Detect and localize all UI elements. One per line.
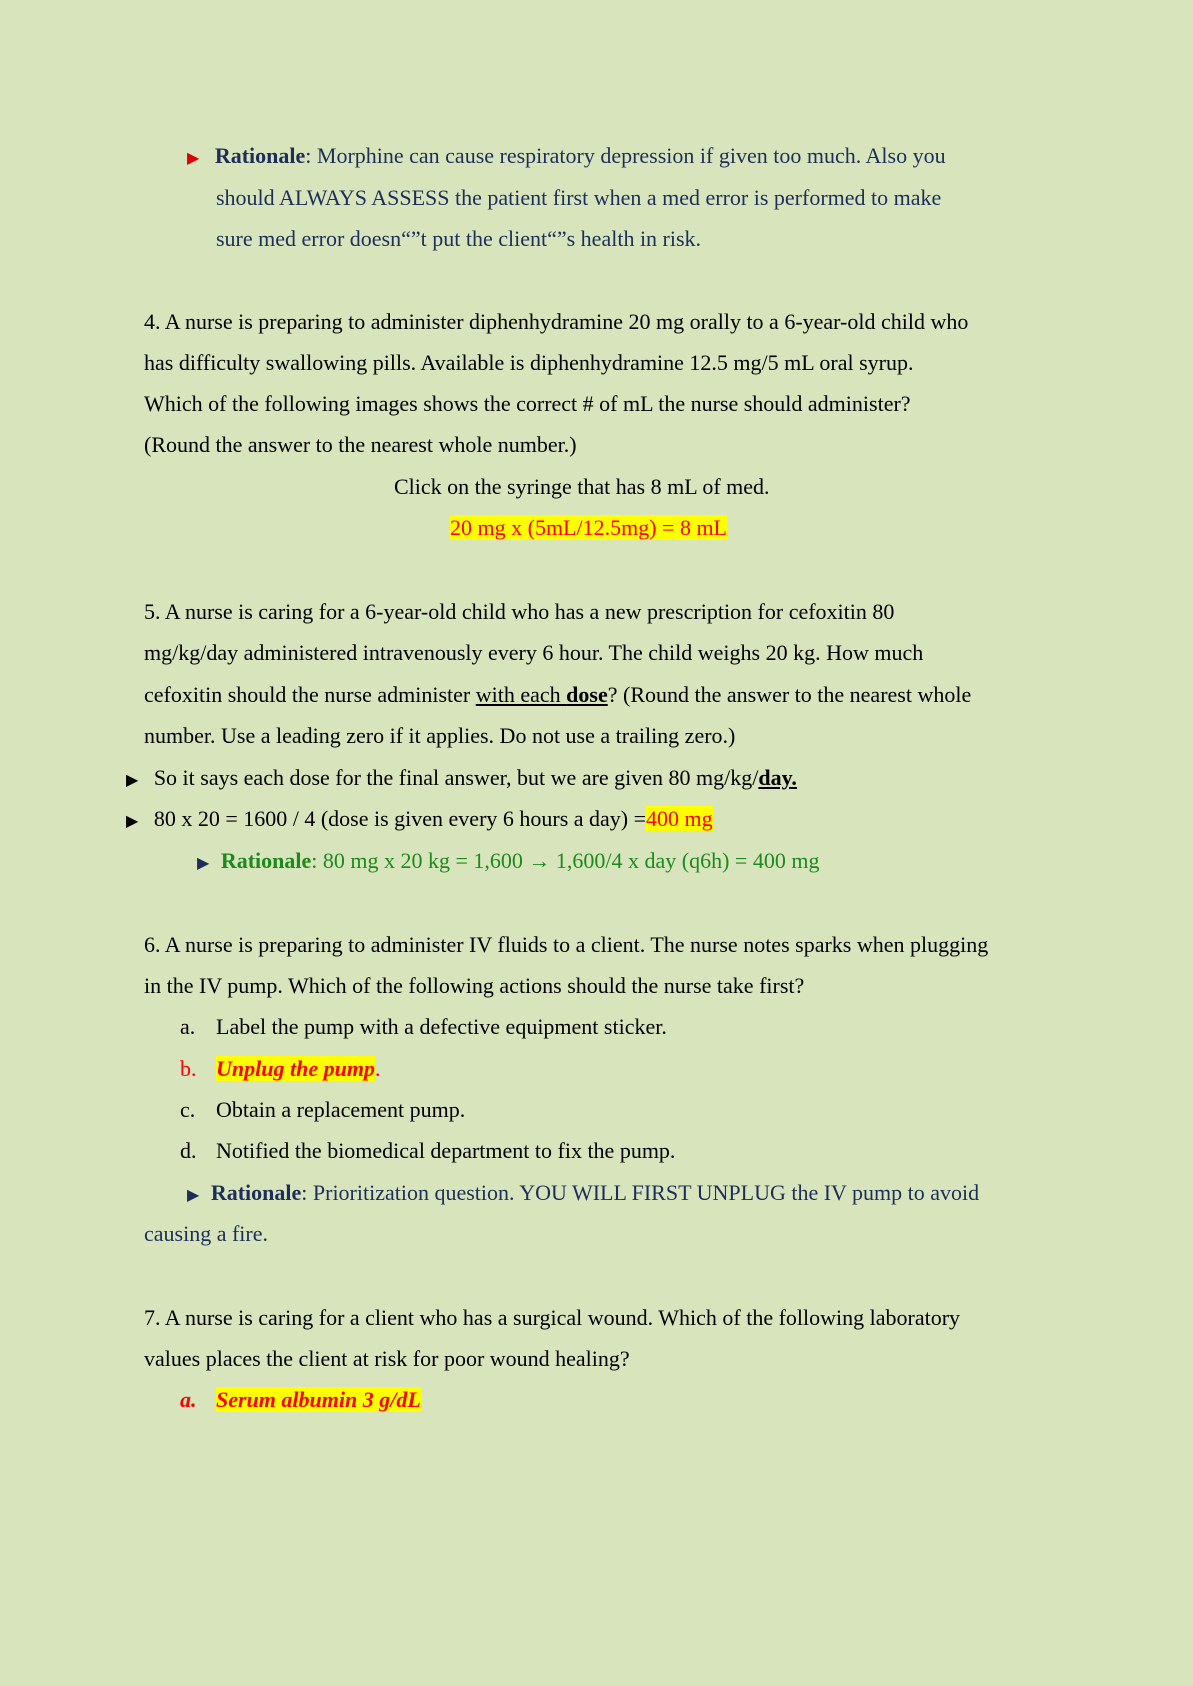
q5-line-3: cefoxitin should the nurse administer with each dose? (Round the answer to the nearest whole [144, 682, 972, 707]
bullet-triangle-icon: ▶ [187, 1187, 200, 1204]
rationale-3-line-3: sure med error doesn“”t put the client“”s health in risk. [216, 226, 702, 251]
rationale-3-line-1: ▶ Rationale: Morphine can cause respiratory depression if given too much. Also you [187, 143, 946, 168]
bullet-triangle-icon: ▶ [126, 772, 139, 789]
q4-line-1: 4. A nurse is preparing to administer diphenhydramine 20 mg orally to a 6-year-old child who [144, 309, 969, 334]
q6-option-d: d. Notified the biomedical department to fix the pump. [180, 1138, 676, 1163]
q6-option-c: c. Obtain a replacement pump. [180, 1097, 466, 1122]
q4-line-2: has difficulty swallowing pills. Available is diphenhydramine 12.5 mg/5 mL oral syrup. [144, 350, 914, 375]
bullet-triangle-icon: ▶ [197, 855, 210, 872]
q5-note-1: ▶ So it says each dose for the final answer, but we are given 80 mg/kg/day. [126, 765, 797, 790]
q4-line-3: Which of the following images shows the correct # of mL the nurse should administer? [144, 391, 911, 416]
q5-line-2: mg/kg/day administered intravenously every 6 hour. The child weighs 20 kg. How much [144, 640, 924, 665]
q6-line-1: 6. A nurse is preparing to administer IV fluids to a client. The nurse notes sparks when plugging [144, 932, 989, 957]
q6-rationale-line-2: causing a fire. [144, 1221, 268, 1246]
q7-line-2: values places the client at risk for poor wound healing? [144, 1346, 630, 1371]
q5-line-4: number. Use a leading zero if it applies. Do not use a trailing zero.) [144, 723, 736, 748]
q6-line-2: in the IV pump. Which of the following actions should the nurse take first? [144, 973, 805, 998]
q7-line-1: 7. A nurse is caring for a client who has a surgical wound. Which of the following laboratory [144, 1305, 961, 1330]
q6-rationale-line-1: ▶ Rationale: Prioritization question. YOU WILL FIRST UNPLUG the IV pump to avoid [187, 1180, 980, 1205]
q4-line-4: (Round the answer to the nearest whole number.) [144, 432, 577, 457]
arrow-right-icon: → [528, 848, 551, 873]
q5-note-2: ▶ 80 x 20 = 1600 / 4 (dose is given every 6 hours a day) =400 mg [126, 806, 713, 831]
rationale-3-line-2: should ALWAYS ASSESS the patient first when a med error is performed to make [216, 185, 942, 210]
q7-option-a: a. Serum albumin 3 g/dL [180, 1387, 421, 1412]
q4-instruction: Click on the syringe that has 8 mL of med. [394, 474, 770, 499]
q6-option-b: b. Unplug the pump. [180, 1056, 381, 1081]
bullet-triangle-icon: ▶ [187, 150, 200, 167]
q4-answer: 20 mg x (5mL/12.5mg) = 8 mL [450, 515, 727, 540]
bullet-triangle-icon: ▶ [126, 813, 139, 830]
q6-option-a: a. Label the pump with a defective equipment sticker. [180, 1014, 667, 1039]
q5-rationale: ▶ Rationale: 80 mg x 20 kg = 1,600 → 1,600/4 x day (q6h) = 400 mg [197, 848, 820, 873]
q5-line-1: 5. A nurse is caring for a 6-year-old child who has a new prescription for cefoxitin 80 [144, 599, 895, 624]
rationale-label: Rationale [214, 143, 306, 168]
